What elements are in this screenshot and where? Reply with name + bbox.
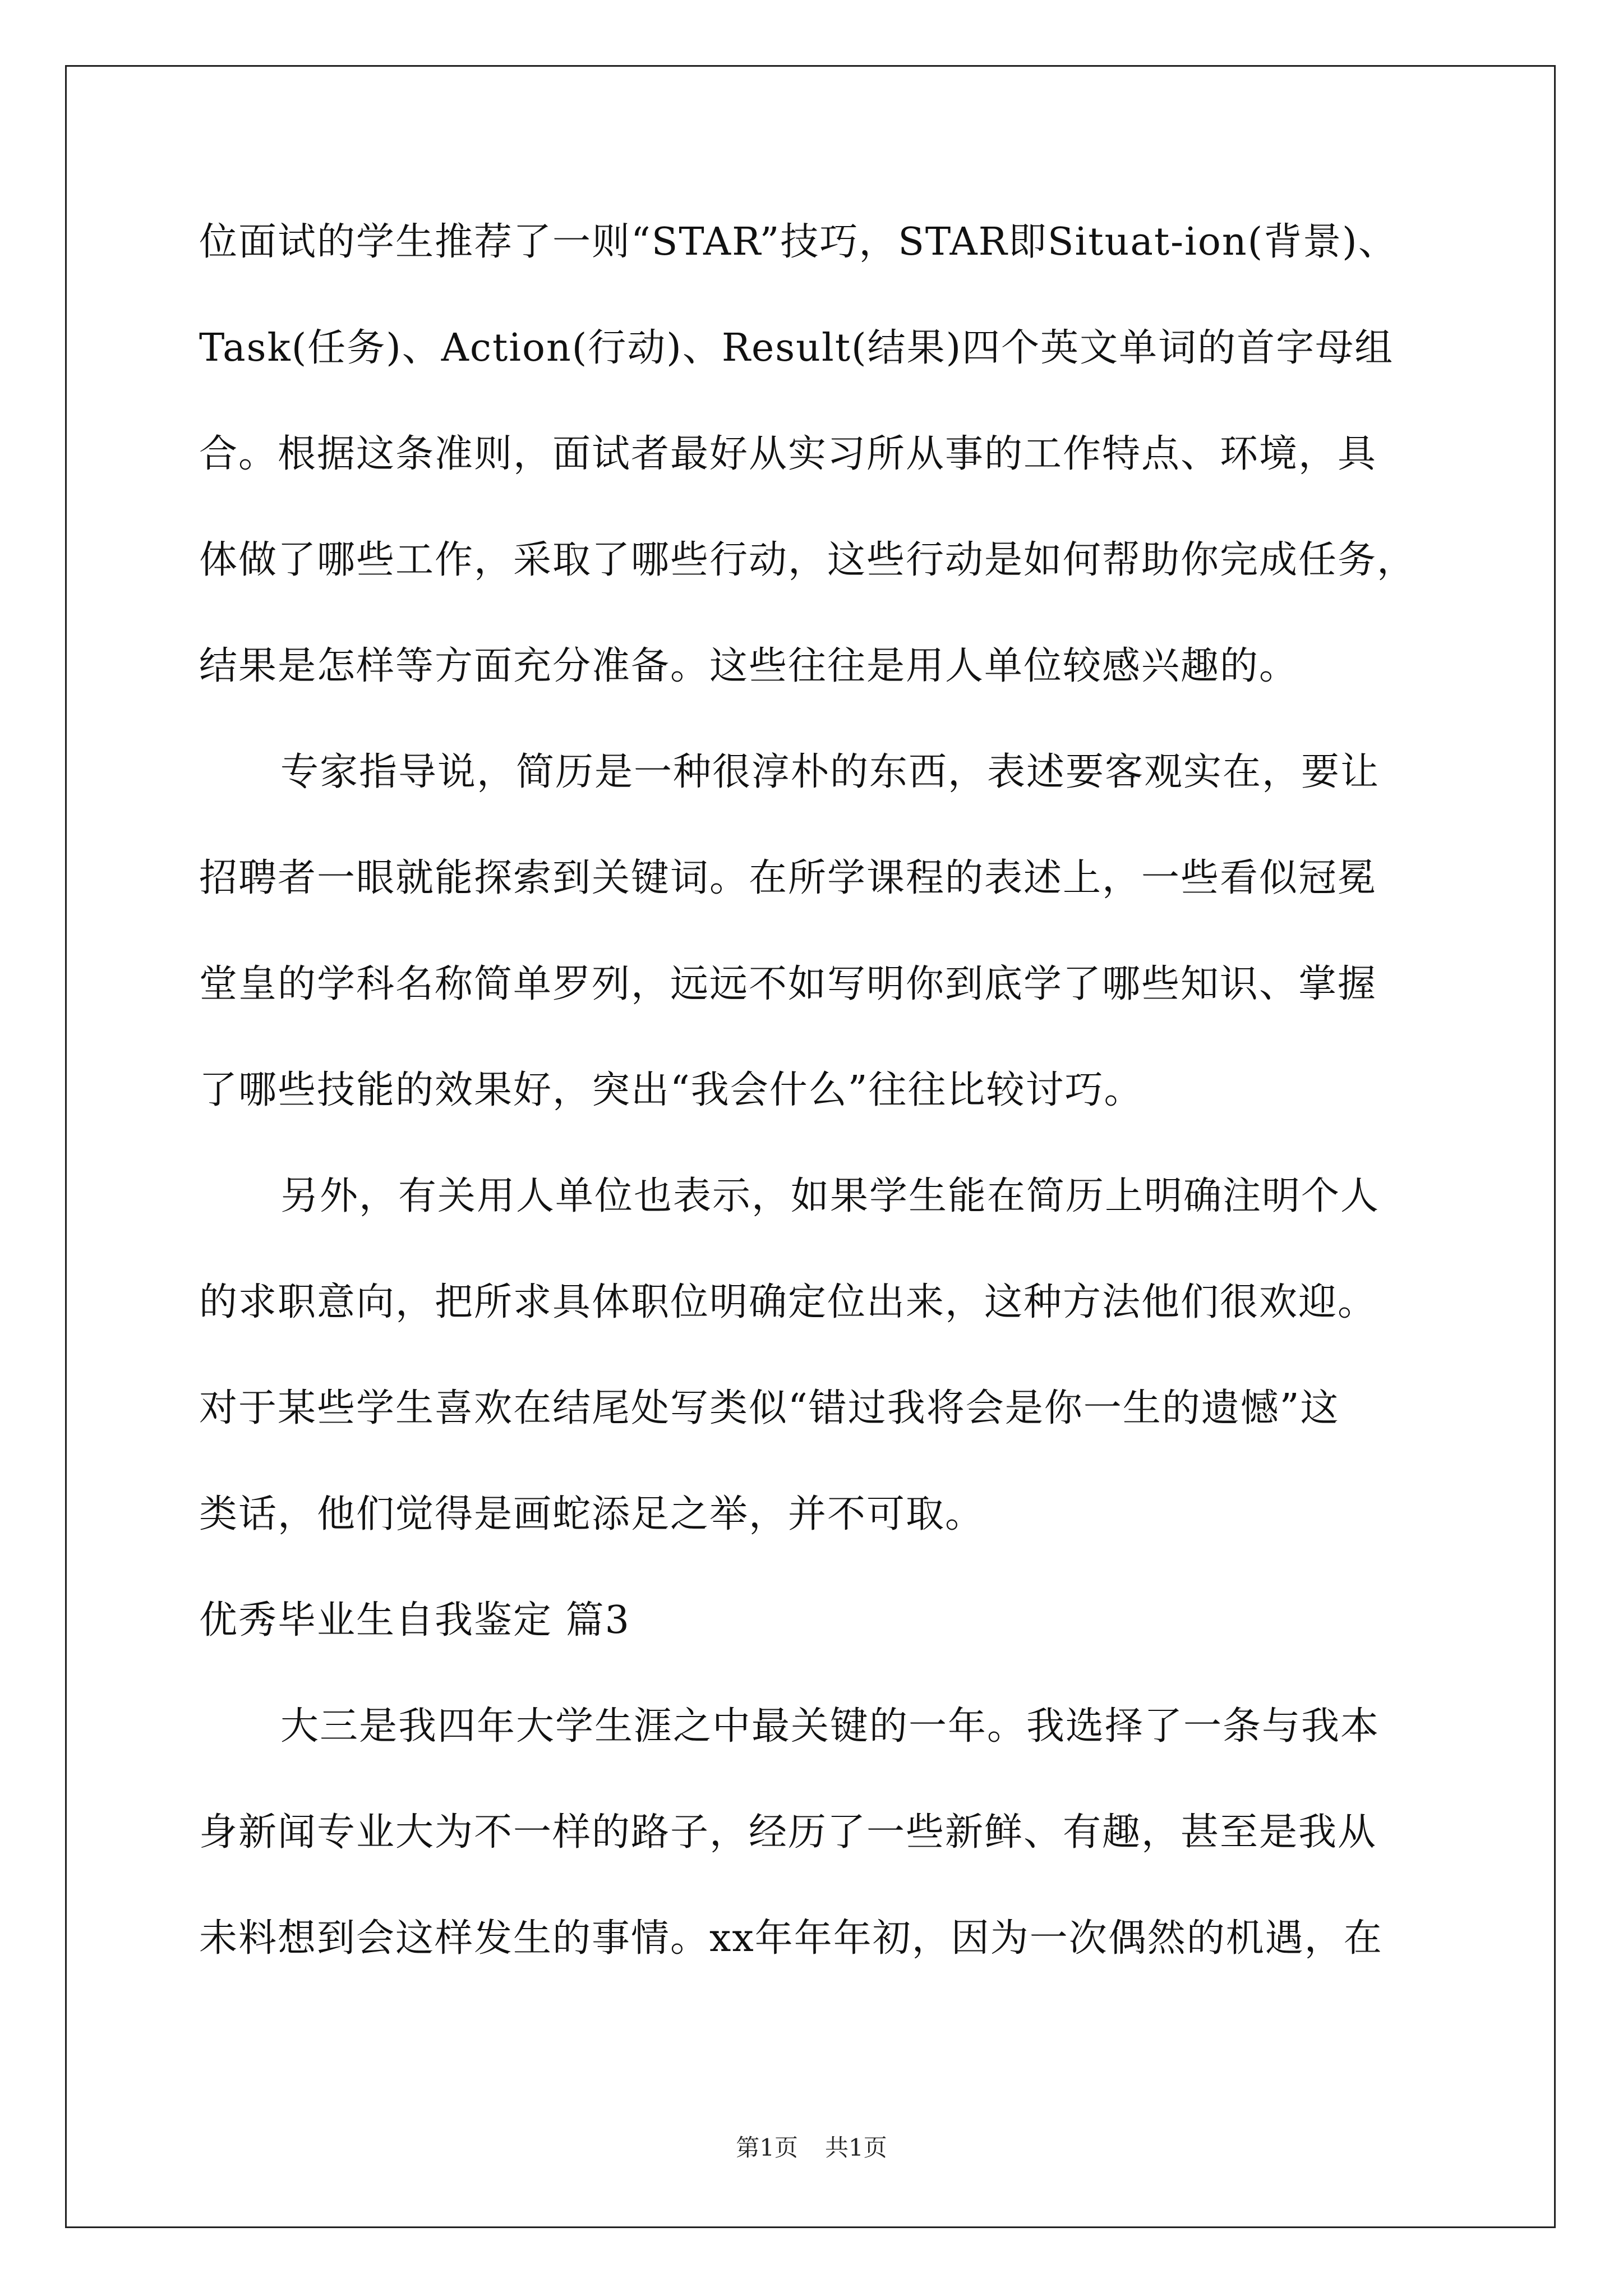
page-number: 第1页 [736,2134,798,2161]
paragraph-line-8: 堂皇的学科名称简单罗列，远远不如写明你到底学了哪些知识、掌握 [199,962,1377,1006]
paragraph-line-10: 另外，有关用人单位也表示，如果学生能在简历上明确注明个人 [280,1174,1380,1218]
paragraph-line-12: 对于某些学生喜欢在结尾处写类似“错过我将会是你一生的遗憾”这 [199,1386,1340,1430]
paragraph-line-4: 体做了哪些工作，采取了哪些行动，这些行动是如何帮助你完成任务， [199,538,1417,582]
paragraph-line-5: 结果是怎样等方面充分准备。这些往往是用人单位较感兴趣的。 [199,644,1299,688]
paragraph-line-2: Task(任务)、Action(行动)、Result(结果)四个英文单词的首字母组 [199,326,1394,370]
paragraph-line-11: 的求职意向，把所求具体职位明确定位出来，这种方法他们很欢迎。 [199,1280,1377,1324]
paragraph-line-9: 了哪些技能的效果好，突出“我会什么”往往比较讨巧。 [199,1068,1144,1112]
paragraph-line-16: 身新闻专业大为不一样的路子，经历了一些新鲜、有趣，甚至是我从 [199,1810,1377,1855]
paragraph-line-15: 大三是我四年大学生涯之中最关键的一年。我选择了一条与我本 [280,1704,1380,1749]
paragraph-line-1: 位面试的学生推荐了一则“STAR”技巧，STAR即Situat-ion(背景)、 [199,220,1398,264]
paragraph-line-3: 合。根据这条准则，面试者最好从实习所从事的工作特点、环境，具 [199,432,1377,476]
page-border [65,65,1556,2228]
page-footer [0,2136,1623,2160]
page-total: 共1页 [825,2134,887,2161]
paragraph-line-17: 未料想到会这样发生的事情。xx年年年初，因为一次偶然的机遇，在 [199,1916,1383,1961]
section-heading: 优秀毕业生自我鉴定 篇3 [199,1598,630,1642]
paragraph-line-6: 专家指导说，简历是一种很淳朴的东西，表述要客观实在，要让 [280,750,1380,794]
paragraph-line-13: 类话，他们觉得是画蛇添足之举，并不可取。 [199,1492,985,1536]
paragraph-line-7: 招聘者一眼就能探索到关键词。在所学课程的表述上，一些看似冠冕 [199,856,1377,900]
